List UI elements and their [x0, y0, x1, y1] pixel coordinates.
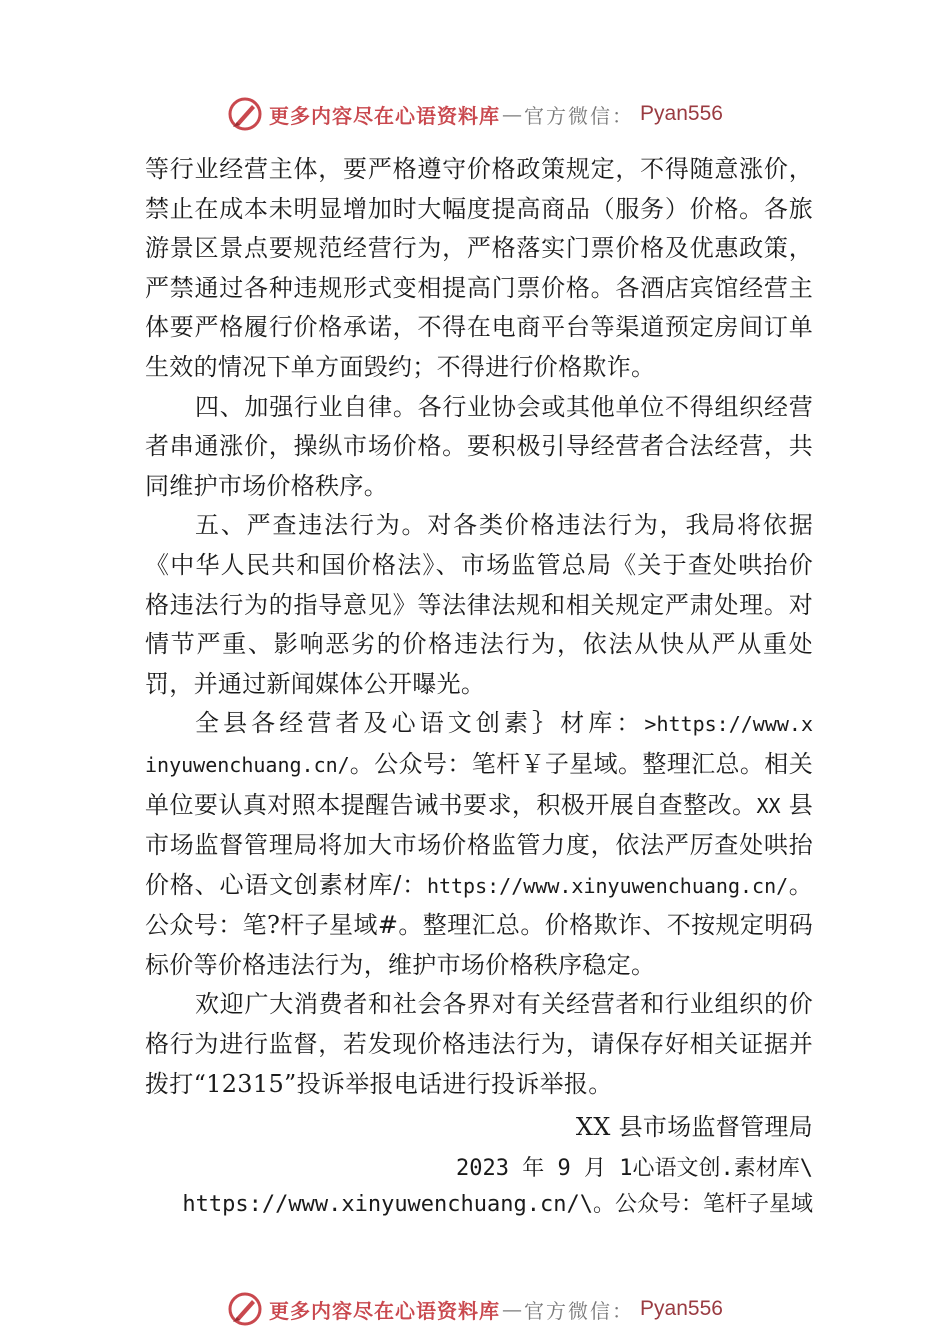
- notice-text-d: 。公众号：笔?杆子星域#。整理汇总。价格欺诈、不按规定明码标价等价格违法行为，维护市场价格秩序稳定。: [145, 870, 813, 979]
- banner-title: 更多内容尽在心语资料库: [269, 103, 501, 128]
- notice-lead-text: 全县各经营者及心语文创素｝材库：: [195, 709, 645, 738]
- banner-wechat-label: 官方微信：: [524, 1298, 635, 1323]
- signature-org: XX 县市场监督管理局: [575, 1113, 813, 1142]
- banner-title: 更多内容尽在心语资料库: [269, 1298, 501, 1323]
- banner-separator: —: [502, 102, 523, 126]
- notice-url-1: >https://www.xinyuwenchuang.cn/: [145, 712, 813, 777]
- notice-text-b: 。公众号：笔杆￥子星域。整理汇总。相关单位要认真对照本提醒告诫书要求，积极开展自查整改。: [145, 749, 813, 819]
- banner-wechat-label: 官方微信：: [524, 103, 635, 128]
- banner-separator: —: [502, 1297, 523, 1321]
- header-banner: [0, 94, 950, 134]
- paragraph-enforcement: 五、严查违法行为。对各类价格违法行为，我局将依据《中华人民共和国价格法》、市场监管总局《关于查处哄抬价格违法行为的指导意见》等法律法规和相关规定严肃处理。对情节严重、影响恶劣的价格违法行为，依法从快从严从重处罚，并通过新闻媒体公开曝光。: [145, 511, 813, 698]
- pen-in-circle-logo-icon: [227, 96, 263, 132]
- signature-url-text: https://www.xinyuwenchuang.cn/\。公众号：笔杆子星域: [182, 1192, 813, 1218]
- signature-date: [145, 1148, 813, 1189]
- complaint-text-a: 欢迎广大消费者和社会各界对有关经营者和行业组织的价格行为进行监督，若发现价格违法行为，请保存好相关证据并拨打“: [145, 990, 813, 1098]
- signature-url: [145, 1188, 813, 1220]
- paragraph-notice: [145, 704, 813, 985]
- document-body: [145, 150, 813, 1220]
- paragraph-continuation: 等行业经营主体，要严格遵守价格政策规定，不得随意涨价，禁止在成本未明显增加时大幅度提高商品（服务）价格。各旅游景区景点要规范经营行为，严格落实门票价格及优惠政策，严禁通过各种违规形式变相提高门票价格。各酒店宾馆经营主体要严格履行价格承诺，不得在电商平台等渠道预定房间订单生效的情况下单方面毁约；不得进行价格欺诈。: [145, 155, 813, 381]
- paragraph-self-discipline: 四、加强行业自律。各行业协会或其他单位不得组织经营者串通涨价，操纵市场价格。要积极引导经营者合法经营，共同维护市场价格秩序。: [145, 392, 813, 500]
- pen-in-circle-logo-icon: [227, 1291, 263, 1327]
- notice-url-2: https://www.xinyuwenchuang.cn/: [426, 873, 789, 898]
- paragraph-complaint: [145, 985, 813, 1104]
- footer-banner: [0, 1289, 950, 1329]
- banner-wechat-id: Pyan556: [640, 1297, 723, 1320]
- notice-text-c: 县市场监督管理局将加大市场价格监管力度，依法严厉查处哄抬价格、心语文创素材库/：: [145, 790, 813, 899]
- banner-wechat-id: Pyan556: [640, 102, 723, 125]
- complaint-hotline: 12315: [206, 1069, 285, 1098]
- complaint-text-b: ”投诉举报电话进行投诉举报。: [284, 1069, 613, 1098]
- signature-date-text: 2023 年 9 月 1心语文创.素材库\: [456, 1155, 813, 1181]
- notice-xx: XX: [756, 793, 781, 818]
